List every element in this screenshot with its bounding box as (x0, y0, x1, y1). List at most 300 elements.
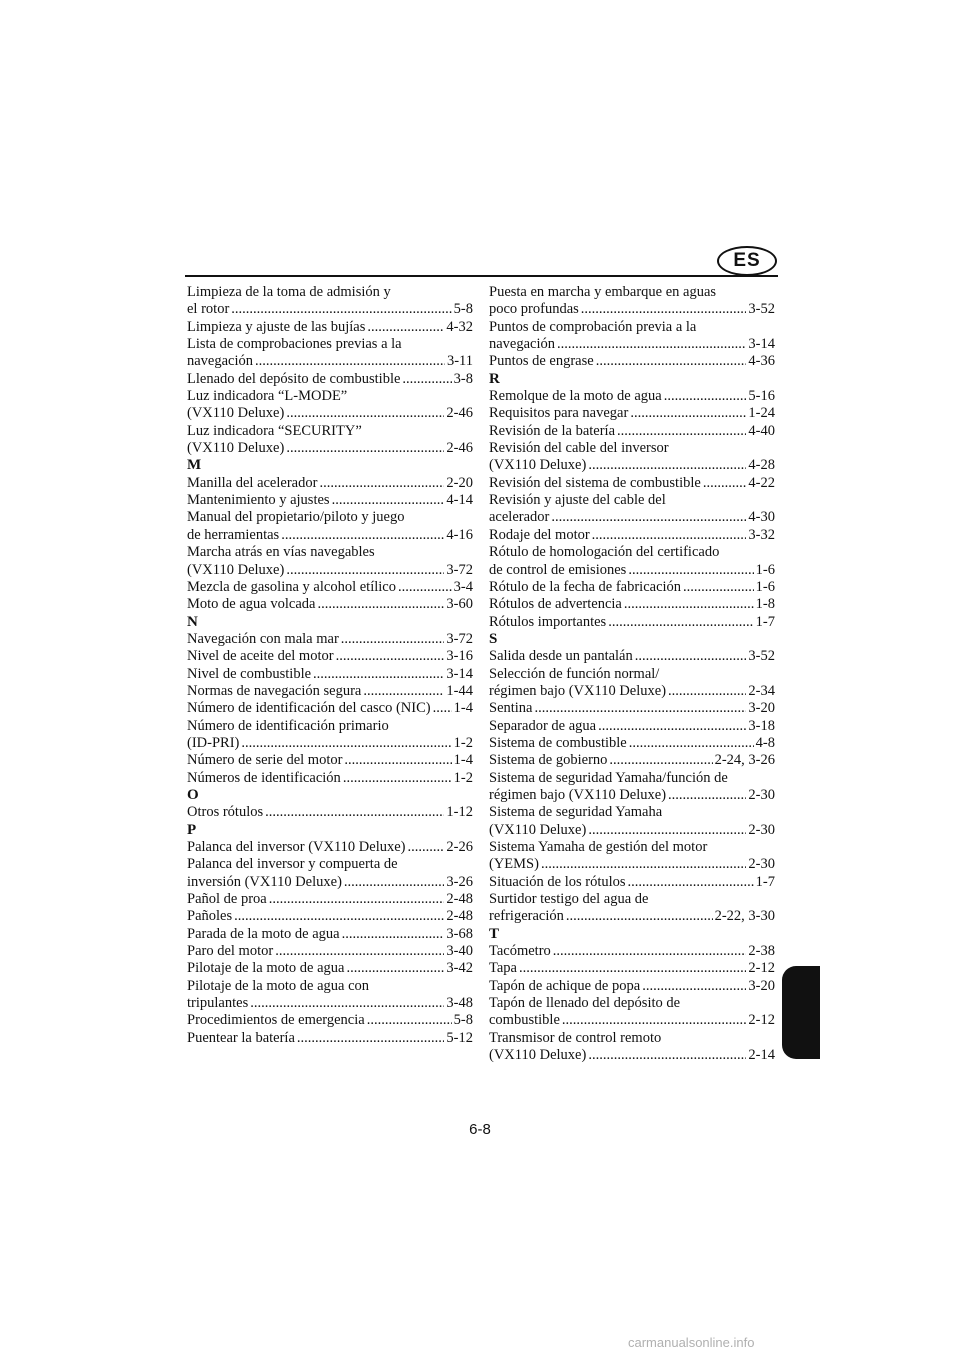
index-entry-text: tripulantes (187, 995, 249, 1012)
index-entry (489, 1012, 775, 1029)
index-entry-page: 2-26 (446, 839, 473, 855)
index-entry (489, 319, 775, 336)
index-letter-heading (489, 371, 775, 388)
index-entry (489, 301, 775, 318)
index-entry-page: 2-46 (446, 440, 473, 457)
index-entry (489, 457, 775, 474)
index-entry-text: (ID-PRI) (187, 734, 240, 751)
index-entry (187, 856, 473, 873)
dot-leader (683, 579, 754, 596)
index-entry-text: Manual del propietario/piloto y juego (187, 509, 405, 526)
index-entry-page: 3-68 (446, 925, 473, 942)
index-entry-page: 1-8 (755, 596, 775, 613)
index-entry (187, 839, 473, 856)
index-entry-text: Luz indicadora “SECURITY” (187, 422, 362, 439)
index-entry-text: combustible (489, 1012, 560, 1029)
index-entry-page: 3-52 (748, 648, 775, 665)
index-entry-page: 1-12 (446, 804, 473, 821)
index-entry-page: 4-40 (748, 422, 775, 439)
index-entry-text: Pañoles (187, 908, 233, 925)
index-entry-page: 3-42 (446, 960, 473, 977)
dot-leader (535, 700, 747, 717)
index-entry-text: Palanca del inversor (VX110 Deluxe) (187, 839, 406, 855)
dot-leader (635, 648, 747, 665)
index-letter: P (187, 821, 197, 838)
index-entry (489, 666, 775, 683)
index-entry-text: Número de serie del motor (187, 752, 343, 769)
index-entry (187, 319, 473, 336)
dot-leader (250, 995, 444, 1012)
index-entry-page: 1-7 (755, 613, 775, 630)
dot-leader (231, 301, 451, 318)
index-entry-text: régimen bajo (VX110 Deluxe) (489, 786, 667, 803)
index-column-right (489, 284, 775, 1064)
index-entry-text: Puesta en marcha y embarque en aguas (489, 284, 717, 300)
index-letter: T (489, 925, 500, 942)
index-entry-page: 4-16 (446, 526, 473, 543)
index-entry-text: Revisión del cable del inversor (489, 440, 669, 457)
index-entry-text: Tacómetro (489, 943, 551, 960)
index-entry-text: inversión (VX110 Deluxe) (187, 873, 342, 890)
dot-leader (598, 718, 746, 735)
dot-leader (336, 648, 445, 665)
index-entry-text: Normas de navegación segura (187, 682, 362, 699)
index-letter: O (187, 786, 199, 803)
index-entry-text: el rotor (187, 301, 230, 318)
dot-leader (363, 683, 444, 700)
index-entry (187, 735, 473, 752)
dot-leader (596, 353, 747, 370)
index-entry-text: (VX110 Deluxe) (489, 821, 587, 838)
index-entry (489, 978, 775, 995)
index-entry (187, 579, 473, 596)
index-entry-text: Parada de la moto de agua (187, 925, 340, 942)
index-entry-text: Pañol de proa (187, 891, 267, 908)
index-entry (187, 666, 473, 683)
index-entry-text: Sistema de gobierno (489, 752, 608, 769)
dot-leader (343, 770, 452, 787)
dot-leader (281, 527, 444, 544)
index-entry (187, 388, 473, 405)
index-entry-text: Luz indicadora “L-MODE” (187, 388, 348, 405)
index-entry (187, 631, 473, 648)
index-entry (489, 527, 775, 544)
index-entry (187, 423, 473, 440)
index-letter-heading (187, 457, 473, 474)
dot-leader (241, 735, 451, 752)
index-entry-page: 2-24, 3-26 (714, 752, 775, 769)
index-entry-text: régimen bajo (VX110 Deluxe) (489, 682, 667, 699)
index-entry (489, 509, 775, 526)
index-entry (187, 440, 473, 457)
index-entry (489, 683, 775, 700)
dot-leader (553, 943, 747, 960)
index-entry (489, 440, 775, 457)
index-entry-page: 1-4 (453, 752, 473, 769)
index-entry-text: Mantenimiento y ajustes (187, 492, 330, 509)
index-entry-page: 3-18 (748, 717, 775, 734)
index-entry (187, 301, 473, 318)
dot-leader (269, 891, 445, 908)
index-entry (187, 648, 473, 665)
index-entry-text: (VX110 Deluxe) (489, 457, 587, 474)
dot-leader (332, 492, 445, 509)
index-entry-text: poco profundas (489, 301, 579, 318)
dot-leader (703, 475, 747, 492)
index-entry (187, 960, 473, 977)
index-entry (489, 787, 775, 804)
index-entry (489, 492, 775, 509)
index-entry (489, 718, 775, 735)
index-entry (489, 388, 775, 405)
index-entry (489, 804, 775, 821)
index-entry (187, 562, 473, 579)
dot-leader (668, 683, 746, 700)
index-entry (489, 562, 775, 579)
index-entry-text: Selección de función normal/ (489, 665, 660, 682)
index-entry (187, 492, 473, 509)
index-entry-text: de herramientas (187, 526, 280, 543)
index-entry (187, 700, 473, 717)
index-entry-page: 2-30 (748, 821, 775, 838)
index-entry (187, 284, 473, 301)
dot-leader (265, 804, 444, 821)
dot-leader (588, 457, 746, 474)
index-entry-page: 2-34 (748, 682, 775, 699)
index-entry (489, 700, 775, 717)
dot-leader (630, 405, 746, 422)
index-entry (489, 943, 775, 960)
index-entry (489, 1030, 775, 1047)
index-entry (187, 874, 473, 891)
index-entry-page: 2-30 (748, 856, 775, 873)
index-entry-page: 3-11 (446, 353, 473, 370)
dot-leader (433, 700, 452, 717)
index-entry-page: 1-2 (453, 769, 473, 786)
index-entry-text: Rótulos importantes (489, 613, 607, 630)
index-entry (187, 943, 473, 960)
dot-leader (664, 388, 747, 405)
index-entry-page: 3-72 (446, 630, 473, 647)
index-entry (489, 770, 775, 787)
index-column-left (187, 284, 473, 1047)
index-entry (489, 908, 775, 925)
index-entry (489, 579, 775, 596)
dot-leader (566, 908, 713, 925)
index-entry-page: 2-30 (748, 786, 775, 803)
index-entry (489, 336, 775, 353)
dot-leader (519, 960, 746, 977)
index-entry (489, 596, 775, 613)
index-entry-page: 5-12 (446, 1029, 473, 1046)
index-entry (187, 405, 473, 422)
index-entry-text: Número de identificación del casco (NIC) (187, 700, 431, 717)
index-entry-page: 3-4 (453, 578, 473, 595)
dot-leader (588, 822, 746, 839)
index-entry-page: 3-20 (748, 977, 775, 994)
index-entry (489, 752, 775, 769)
index-entry-page: 4-36 (748, 353, 775, 370)
dot-leader (367, 319, 444, 336)
page-number: 6-8 (469, 1121, 491, 1138)
index-entry-text: Tapa (489, 960, 517, 977)
index-entry-page: 4-14 (446, 492, 473, 509)
index-entry-text: Nivel de aceite del motor (187, 648, 334, 665)
index-letter-heading (187, 787, 473, 804)
index-letter: M (187, 457, 202, 474)
index-letter: S (489, 630, 498, 647)
index-entry-text: Puentear la batería (187, 1029, 295, 1046)
index-entry-page: 3-14 (748, 336, 775, 353)
index-entry-text: Salida desde un pantalán (489, 648, 633, 665)
dot-leader (628, 562, 753, 579)
index-entry (489, 891, 775, 908)
index-entry-text: Manilla del acelerador (187, 474, 318, 491)
index-entry-text: Rótulo de la fecha de fabricación (489, 578, 682, 595)
index-entry-text: Moto de agua volcada (187, 596, 316, 613)
index-entry-page: 5-8 (453, 301, 473, 318)
index-entry-page: 4-32 (446, 318, 473, 335)
index-entry (187, 475, 473, 492)
index-entry-page: 1-6 (755, 578, 775, 595)
index-entry (489, 353, 775, 370)
index-entry-text: Requisitos para navegar (489, 405, 629, 422)
index-entry (489, 995, 775, 1012)
index-entry-page: 4-30 (748, 509, 775, 526)
index-entry-text: navegación (187, 353, 254, 370)
dot-leader (367, 1012, 452, 1029)
dot-leader (313, 666, 444, 683)
index-entry-text: Transmisor de control remoto (489, 1029, 662, 1046)
index-entry-page: 3-8 (453, 370, 473, 387)
index-entry (187, 509, 473, 526)
index-entry-text: Paro del motor (187, 943, 274, 960)
dot-leader (319, 475, 444, 492)
index-entry (187, 752, 473, 769)
index-entry (187, 544, 473, 561)
index-entry (489, 544, 775, 561)
index-entry (489, 648, 775, 665)
index-entry (187, 908, 473, 925)
index-entry-page: 2-12 (748, 960, 775, 977)
index-entry-text: Revisión y ajuste del cable del (489, 492, 666, 509)
index-entry-page: 2-20 (446, 474, 473, 491)
dot-leader (255, 353, 445, 370)
index-entry (187, 804, 473, 821)
index-entry-page: 1-24 (748, 405, 775, 422)
index-entry (187, 527, 473, 544)
index-entry-text: Mezcla de gasolina y alcohol etílico (187, 578, 396, 595)
index-entry (187, 891, 473, 908)
index-entry-text: Revisión del sistema de combustible (489, 474, 701, 491)
index-entry-text: (YEMS) (489, 856, 539, 873)
index-entry-page: 3-20 (748, 700, 775, 717)
dot-leader (642, 978, 746, 995)
index-letter-heading (187, 614, 473, 631)
dot-leader (588, 1047, 746, 1064)
index-entry-page: 2-48 (446, 891, 473, 908)
dot-leader (592, 527, 747, 544)
index-entry-page: 5-8 (453, 1012, 473, 1029)
dot-leader (341, 631, 445, 648)
index-entry-text: Tapón de achique de popa (489, 977, 641, 994)
index-entry-text: (VX110 Deluxe) (187, 440, 285, 457)
dot-leader (408, 839, 445, 856)
index-entry (187, 1030, 473, 1047)
index-entry (489, 822, 775, 839)
index-entry-text: Surtidor testigo del agua de (489, 891, 649, 908)
dot-leader (297, 1030, 445, 1047)
dot-leader (541, 856, 746, 873)
index-entry (187, 978, 473, 995)
watermark-text: carmanualsonline.info (628, 1335, 755, 1350)
index-entry-page: 4-28 (748, 457, 775, 474)
index-entry (187, 995, 473, 1012)
index-entry-page: 4-22 (748, 474, 775, 491)
index-entry (187, 596, 473, 613)
index-entry-text: Palanca del inversor y compuerta de (187, 856, 398, 873)
index-entry-text: Pilotaje de la moto de agua (187, 960, 345, 977)
index-letter: N (187, 613, 198, 630)
dot-leader (286, 405, 444, 422)
dot-leader (317, 596, 444, 613)
index-entry-text: Sistema Yamaha de gestión del motor (489, 839, 708, 855)
index-entry-page: 3-72 (446, 561, 473, 578)
index-entry (489, 874, 775, 891)
index-entry-page: 3-26 (446, 873, 473, 890)
index-entry (489, 856, 775, 873)
index-entry-text: Rótulo de homologación del certificado (489, 544, 720, 561)
header-rule (185, 275, 778, 277)
dot-leader (344, 874, 445, 891)
index-entry-text: Procedimientos de emergencia (187, 1012, 365, 1029)
index-entry-page: 1-2 (453, 734, 473, 751)
dot-leader (342, 926, 445, 943)
index-entry-page: 2-22, 3-30 (714, 908, 775, 925)
index-entry-page: 3-32 (748, 526, 775, 543)
dot-leader (668, 787, 746, 804)
index-entry-text: Puntos de engrase (489, 353, 594, 370)
index-letter-heading (187, 822, 473, 839)
index-letter-heading (489, 631, 775, 648)
index-entry (489, 1047, 775, 1064)
index-entry-page: 2-12 (748, 1012, 775, 1029)
index-entry-page: 1-7 (755, 873, 775, 890)
dot-leader (609, 752, 712, 769)
index-entry-page: 3-60 (446, 596, 473, 613)
index-entry-text: Limpieza y ajuste de las bujías (187, 318, 366, 335)
index-entry-text: Puntos de comprobación previa a la (489, 318, 697, 335)
dot-leader (624, 596, 754, 613)
index-entry-text: Pilotaje de la moto de agua con (187, 977, 370, 994)
index-letter: R (489, 370, 500, 387)
dot-leader (608, 614, 753, 631)
index-entry-text: Sistema de combustible (489, 734, 627, 751)
dot-leader (286, 440, 444, 457)
dot-leader (629, 735, 754, 752)
index-entry-page: 2-46 (446, 405, 473, 422)
index-entry (489, 614, 775, 631)
index-entry-page: 3-48 (446, 995, 473, 1012)
index-entry-text: Lista de comprobaciones previas a la (187, 336, 402, 353)
index-entry (187, 1012, 473, 1029)
index-entry-text: Rodaje del motor (489, 526, 590, 543)
dot-leader (581, 301, 747, 318)
index-entry-page: 5-16 (748, 388, 775, 405)
index-entry-text: Tapón de llenado del depósito de (489, 995, 681, 1012)
index-entry-text: Rótulos de advertencia (489, 596, 622, 613)
index-entry-text: refrigeración (489, 908, 564, 925)
index-entry-text: Situación de los rótulos (489, 873, 626, 890)
index-entry-text: Nivel de combustible (187, 665, 312, 682)
index-entry (187, 770, 473, 787)
index-entry (489, 475, 775, 492)
index-entry-page: 3-52 (748, 301, 775, 318)
index-entry-page: 3-40 (446, 943, 473, 960)
index-entry-text: Llenado del depósito de combustible (187, 370, 401, 387)
index-entry-text: acelerador (489, 509, 550, 526)
index-entry (187, 683, 473, 700)
index-entry-text: Separador de agua (489, 717, 597, 734)
dot-leader (344, 752, 451, 769)
index-entry (187, 926, 473, 943)
index-entry-text: de control de emisiones (489, 561, 627, 578)
index-entry (187, 353, 473, 370)
index-entry-page: 2-48 (446, 908, 473, 925)
index-entry-text: (VX110 Deluxe) (489, 1047, 587, 1064)
index-entry-text: Sistema de seguridad Yamaha (489, 804, 663, 821)
dot-leader (557, 336, 746, 353)
index-entry-text: Limpieza de la toma de admisión y (187, 284, 391, 300)
dot-leader (275, 943, 444, 960)
index-entry-text: Otros rótulos (187, 804, 264, 821)
index-entry-text: Navegación con mala mar (187, 630, 339, 647)
index-entry-text: Números de identificación (187, 769, 341, 786)
index-entry (489, 839, 775, 856)
dot-leader (286, 562, 444, 579)
index-entry-text: (VX110 Deluxe) (187, 405, 285, 422)
dot-leader (628, 874, 754, 891)
index-letter-heading (489, 926, 775, 943)
index-entry-text: (VX110 Deluxe) (187, 561, 285, 578)
index-entry-page: 3-14 (446, 665, 473, 682)
index-entry (489, 735, 775, 752)
index-entry (187, 371, 473, 388)
index-entry-page: 1-44 (446, 682, 473, 699)
dot-leader (551, 509, 746, 526)
dot-leader (346, 960, 444, 977)
index-entry-text: Sistema de seguridad Yamaha/función de (489, 769, 728, 786)
chapter-tab-marker (782, 966, 820, 1059)
index-entry (489, 284, 775, 301)
index-entry-page: 3-16 (446, 648, 473, 665)
index-entry-page: 4-8 (755, 734, 775, 751)
index-entry-page: 1-6 (755, 561, 775, 578)
index-entry-text: navegación (489, 336, 556, 353)
index-entry (489, 423, 775, 440)
index-entry (187, 718, 473, 735)
index-entry-text: Número de identificación primario (187, 717, 389, 734)
index-entry-page: 2-38 (748, 943, 775, 960)
dot-leader (617, 423, 746, 440)
index-entry-text: Marcha atrás en vías navegables (187, 544, 375, 561)
index-entry-text: Sentina (489, 700, 533, 717)
index-entry-text: Remolque de la moto de agua (489, 388, 662, 405)
index-entry (489, 960, 775, 977)
index-entry-page: 1-4 (453, 700, 473, 717)
index-entry (187, 336, 473, 353)
index-entry-page: 2-14 (748, 1047, 775, 1064)
